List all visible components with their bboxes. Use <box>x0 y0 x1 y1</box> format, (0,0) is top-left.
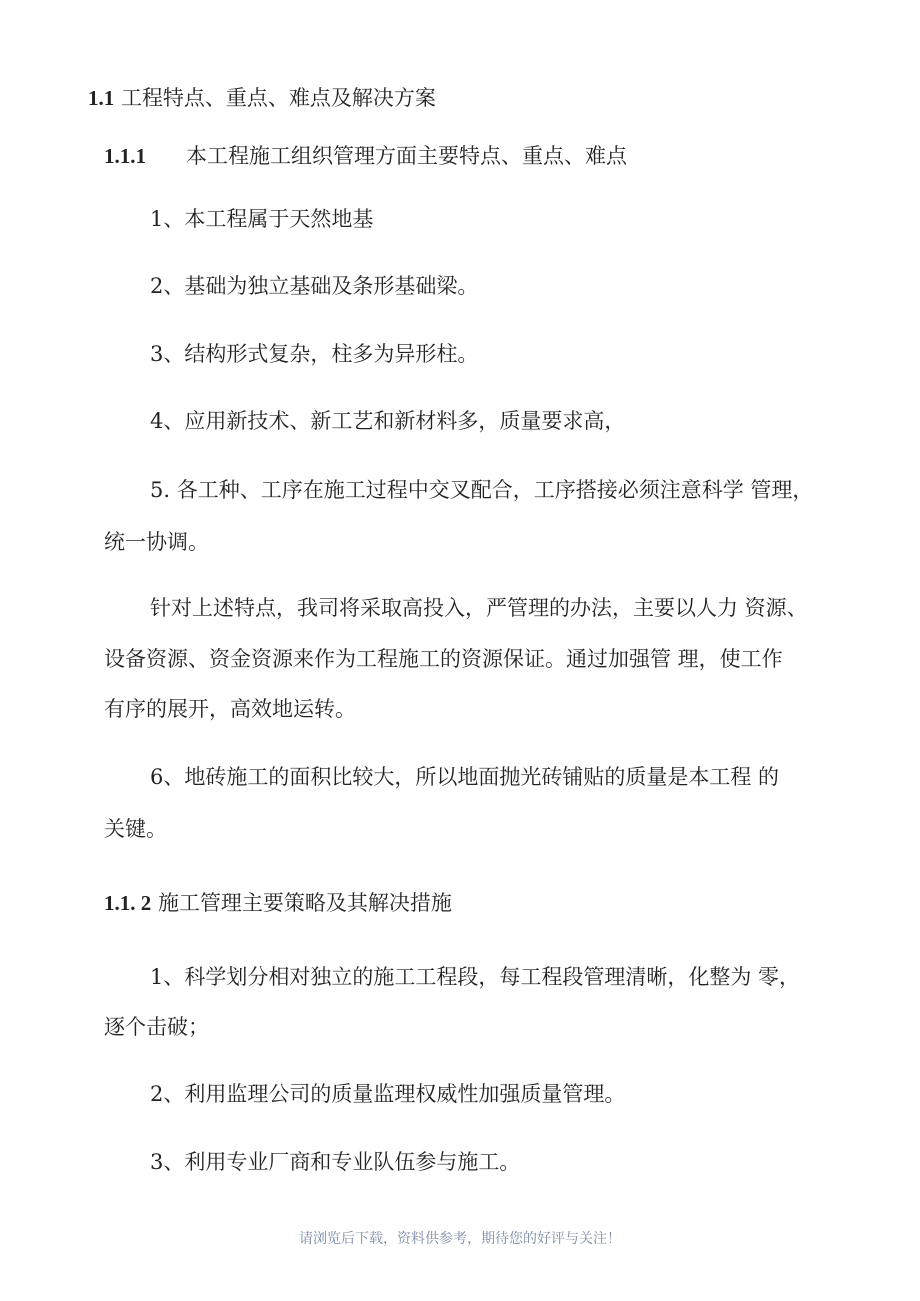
section-heading-1-1-1 <box>104 142 627 170</box>
list-item-5-line2: 统一协调。 <box>104 530 209 554</box>
paragraph-line: 针对上述特点，我司将采取高投入，严管理的办法，主要以人力 资源、 <box>150 596 808 620</box>
section-heading-1-1 <box>88 84 436 112</box>
paragraph-line: 有序的展开，高效地运转。 <box>104 697 356 721</box>
measure-item-1-line2: 逐个击破； <box>104 1015 209 1039</box>
list-item: 3、结构形式复杂，柱多为异形柱。 <box>150 342 479 366</box>
list-item-5-line1: 5. 各工种、工序在施工过程中交叉配合，工序搭接必须注意科学 管理， <box>150 478 814 502</box>
measure-item-1-line1: 1、科学划分相对独立的施工工程段，每工程段管理清晰，化整为 零， <box>150 965 801 989</box>
list-item: 2、基础为独立基础及条形基础梁。 <box>150 274 479 298</box>
footer-note: 请浏览后下载，资料供参考，期待您的好评与关注！ <box>299 1231 621 1247</box>
list-item-6-line2: 关键。 <box>104 817 167 841</box>
heading-title: 工程特点、重点、难点及解决方案 <box>120 86 436 110</box>
heading-number: 1.1 <box>88 86 115 110</box>
measure-item-2: 2、利用监理公司的质量监理权威性加强质量管理。 <box>150 1082 626 1106</box>
heading-title: 本工程施工组织管理方面主要特点、重点、难点 <box>186 144 627 168</box>
paragraph-line: 设备资源、资金资源来作为工程施工的资源保证。通过加强管 理，使工作 <box>104 647 783 671</box>
list-item: 1、本工程属于天然地基 <box>150 207 374 231</box>
list-item-6-line1: 6、地砖施工的面积比较大，所以地面抛光砖铺贴的质量是本工程 的 <box>150 765 780 789</box>
heading-number: 1.1.1 <box>104 144 146 168</box>
list-item: 4、应用新技术、新工艺和新材料多，质量要求高， <box>150 409 626 433</box>
measure-item-3: 3、利用专业厂商和专业队伍参与施工。 <box>150 1150 521 1174</box>
heading-number: 1.1. 2 <box>104 891 152 915</box>
section-heading-1-1-2 <box>104 889 452 917</box>
heading-title: 施工管理主要策略及其解决措施 <box>157 891 452 915</box>
